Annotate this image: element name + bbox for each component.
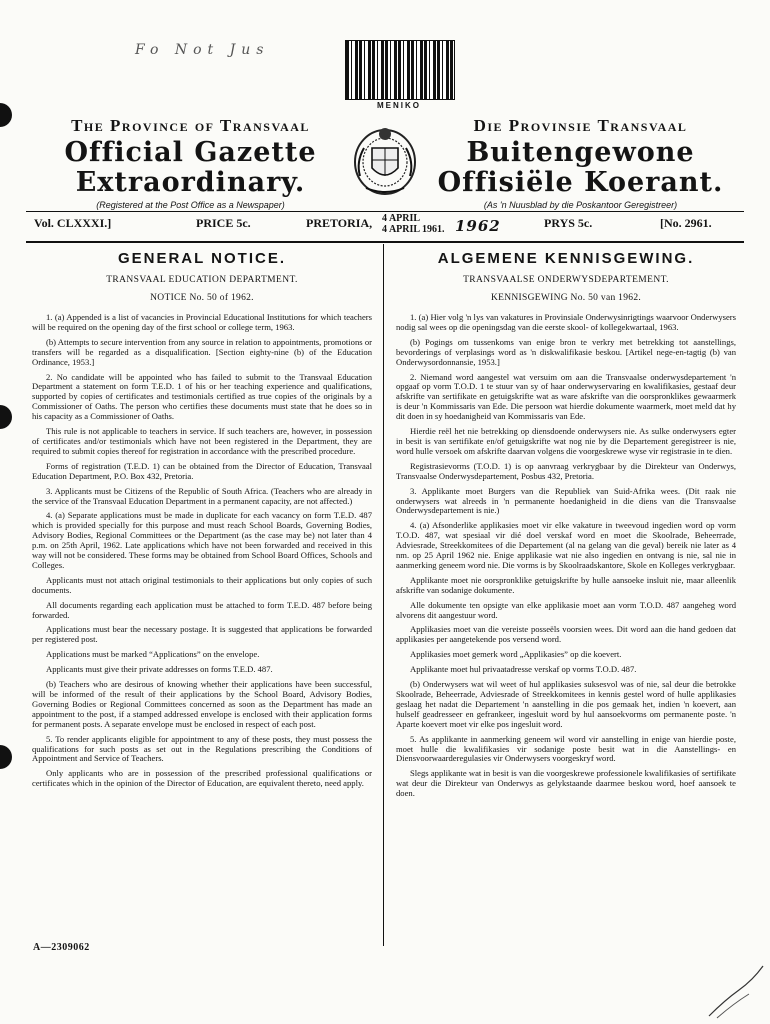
rule [26,211,744,212]
masthead-english [28,116,353,210]
department-name-en: TRANSVAAL EDUCATION DEPARTMENT. [106,275,298,285]
issue-date-line1: 4 APRIL [382,213,421,224]
paragraph: 1. (a) Appended is a list of vacancies in Provincial Educational Institutions for which teachers will be required on the opening day of the first school or college term, 1963. [32,312,372,332]
paragraph: (b) Teachers who are desirous of knowing whether their applications have been successful, will be informed of the result of their applications by the School Board, Advisory Bodies, Governing Bodies or Regional Committees concerned as soon as the Department has made an appointment to the post, if a stamped addressed envelope is enclosed with their application forms for permanent posts. A separate envelope must be enclosed in respect of each post. [32,679,372,729]
price-af: PRYS 5c. [544,216,593,230]
notice-number-en: NOTICE No. 50 of 1962. [150,293,254,303]
paragraph: Applikante moet hul privaatadresse verskaf op vorms T.O.D. 487. [410,664,637,675]
paragraph: 5. To render applicants eligible for appointment to any of these posts, they must possess the qualifications for such posts as set out in the Regulations prescribing the Conditions of Appointment and Service of Teachers. [32,733,372,764]
notice-number-af: KENNISGEWING No. 50 van 1962. [490,293,642,303]
afrikaans-column [396,250,736,804]
issue-date [382,213,445,235]
registration-note-en: (Registered at the Post Office as a Newspaper) [96,200,285,210]
scribble-mark-icon [705,960,765,1020]
barcode-icon [345,40,455,100]
paragraph: 1. (a) Hier volg 'n lys van vakatures in Provinsiale Onderwysinrigtings waarvoor Onderwysers nodig sal wees op die openingsdag van die eerste skool- of kollegekwartaal, 1963. [396,312,736,332]
paragraph: Applicants must not attach original testimonials to their applications but only copies of such documents. [32,574,372,595]
paragraph: Applicants must give their private addresses on forms T.E.D. 487. [46,664,273,675]
punch-hole [0,103,12,127]
punch-hole [0,745,12,769]
paragraph: Alle dokumente ten opsigte van elke applikasie moet aan vorm T.O.D. 487 aangeheg word alvorens dit aangestuur word. [396,599,736,620]
paragraph: Applications must bear the necessary postage. It is suggested that applications be forwarded per registered post. [32,624,372,645]
registration-note-af: (As 'n Nuusblad by die Poskantoor Geregistreer) [483,200,678,210]
paragraph: 5. As applikante in aanmerking geneem wil word vir aanstelling in enige van hierdie poste, moet hulle die kwalifikasies vir sodanige poste besit wat in die Aanstellings- en Diensvoorwaarderegulasies vir Onderwysers voorgeskryf word. [396,733,736,764]
paragraph: 3. Applikante moet Burgers van die Republiek van Suid-Afrika wees. (Dit raak nie onderwysers wat alreeds in 'n permanente hoedanigheid in die diens van die Transvaalse Onderwysdepartement is nie.) [396,485,736,516]
paragraph: (b) Onderwysers wat wil weet of hul applikasies suksesvol was of nie, sal deur die betrokke Skoolrade, Beheerrade, Adviesrade of Streekkomitees in kennis gestel word of hulle applikasies geslaag het nadat die Departement 'n aanstelling in die pos gemaak het, indien 'n koevert, aan hulself geadresseer en gefrankeer, ingesluit word by hul aansoekvorms om permanente poste. 'n Aparte koevert moet vir elke pos ingesluit word. [396,679,736,729]
gazette-title-af-line1: Buitengewone [466,137,695,168]
province-title-en: The Province of Transvaal [71,116,310,135]
paragraph: Registrasievorms (T.O.D. 1) is op aanvraag verkrygbaar by die Direkteur van Onderwys, Transvaalse Onderwysdepartement, Posbus 432, Pretoria. [396,460,736,481]
paragraph: Applikante moet nie oorspronklike getuigskrifte by hulle aansoeke insluit nie, maar alleenlik afskrifte van sodanige dokumente. [396,574,736,595]
paragraph: 2. Niemand word aangestel wat versuim om aan die Transvaalse onderwysdepartement 'n opgaaf op vorm T.O.D. 1 te stuur van sy of haar onderwyservaring en kwalifikasies, gestaaf deur afskrifte van sertifikate en getuigskrifte wat as ware afskrifte van die oorspronklikes gewaarmerk is deur 'n Kommissaris van Ede. Die persoon wat hierdie dokumente waarmerk, moet meld dat hy dit doen in sy hoedanigheid van Kommissaris van Ede. [396,371,736,422]
rule [26,241,744,243]
paragraph: Applications must be marked “Applications” on the envelope. [46,649,260,660]
paragraph: All documents regarding each application must be attached to form T.E.D. 487 before being forwarded. [32,599,372,620]
province-title-af: Die Provinsie Transvaal [473,116,688,135]
paragraph: (b) Pogings om tussenkoms van enige bron te verkry met betrekking tot aanstellings, bevorderings of verplasings word as 'n diskwalifikasie beskou. [Artikel nege-en-tagtig (b) van Onderwysordonnansie, 1953.] [396,336,736,367]
coat-of-arms-icon [352,122,418,196]
issue-date-line2: 4 APRIL 1961. [382,224,445,235]
paragraph: Forms of registration (T.E.D. 1) can be obtained from the Director of Education, Transvaal Education Department, P.O. Box 432, Pretoria. [32,460,372,481]
volume-number: Vol. CLXXXI.] [34,216,112,230]
english-column [32,250,372,794]
column-divider [383,244,384,946]
general-notice-heading: GENERAL NOTICE. [117,250,287,267]
issue-number: [No. 2961. [660,216,712,230]
paragraph: 4. (a) Separate applications must be made in duplicate for each vacancy on form T.E.D. 487 which is provided specially for this purpose and must reach School Boards, Governing Bodies, Advisory Bodies, Regional Committees or the Department (as the case may be) not later than 4 p.m. on 25th April, 1962. Late applications which have not been forwarded and received in this way will not be considered. These forms may be obtained from School Board Offices, Schools and Colleges. [32,510,372,570]
place: PRETORIA, [306,216,373,230]
barcode-label: MENIKO [377,101,421,110]
paragraph: 3. Applicants must be Citizens of the Republic of South Africa. (Teachers who are already in the service of the Transvaal Education Department in a permanent capacity, are not affected.) [32,485,372,506]
barcode-stamp [345,40,453,110]
paragraph: Applikasies moet van die vereiste posseëls voorsien wees. Dit word aan die hand gedoen dat applikasies per aangetekende pos versend word. [396,624,736,645]
paragraph: 4. (a) Afsonderlike applikasies moet vir elke vakature in tweevoud ingedien word op vorm T.O.D. 487, wat spesiaal vir dié doel verskaf word en moet die Skoolrade, Beheerrade, Adviesrade, Streekkomitees of die Departement (al na gelang van die geval) bereik nie later as 4 nm. op 25 April 1962 nie. Enige applikasie wat nie also ingedien en ontvang is nie, sal nie in aanmerking geneem word nie. Die vorms is by Skoolraadskantore, Skole en Kolleges verkrygbaar. [396,520,736,570]
masthead-afrikaans [418,116,743,210]
algemene-kennisgewing-heading: ALGEMENE KENNISGEWING. [437,250,695,267]
gazette-title-af-line2: Offisiële Koerant. [437,167,724,198]
paragraph: 2. No candidate will be appointed who has failed to submit to the Transvaal Education Department a statement on form T.E.D. 1 of his or her teaching experience and qualifications, supported by copies of certificates and testimonials certified as true copies of the originals by a Commissioner of Oaths. The person who certifies these documents must state that he does so in his capacity as a Commissioner of Oaths. [32,371,372,422]
gazette-title-en-line2: Extraordinary. [75,167,306,198]
paragraph: (b) Attempts to secure intervention from any source in relation to appointments, promotions or transfers will be regarded as a disqualification. [Section eighty-nine (b) of the Education Ordinance, 1953.] [32,336,372,367]
paragraph: This rule is not applicable to teachers in service. If such teachers are, however, in possession of certificates and/or testimonials which have not been registered in the Department, they are required to submit copies thereof for registration in accordance with the prescribed procedure. [32,426,372,456]
notice-body-af [396,313,736,799]
price-en: PRICE 5c. [196,216,251,230]
department-name-af: TRANSVAALSE ONDERWYSDEPARTEMENT. [463,275,669,285]
paragraph: Hierdie reël het nie betrekking op diensdoende onderwysers nie. As sulke onderwysers egter in besit is van sertifikate en/of getuigskrifte wat nog nie by die Departement geregistreer is nie, word hulle versoek om afskrifte daarvan volgens die voorgeskrewe wyse vir registrasie in te dien. [396,426,736,456]
handwritten-note: Fo Not Jus [135,42,270,58]
paragraph: Only applicants who are in possession of the prescribed professional qualifications or certificates which in the opinion of the Director of Education, are equivalent thereto, need apply. [32,768,372,789]
punch-hole [0,405,12,429]
print-reference-code: A—2309062 [33,942,90,953]
handwritten-year: 1962 [455,217,501,235]
notice-body-en [32,313,372,789]
paragraph: Applikasies moet gemerk word „Applikasies” op die koevert. [410,649,622,660]
paragraph: Slegs applikante wat in besit is van die voorgeskrewe professionele kwalifikasies of sertifikate wat deur die Direkteur van Onderwys as gelykstaande daarmee beskou word, hoef aansoek te doen. [396,768,736,799]
gazette-title-en-line1: Official Gazette [64,137,317,168]
